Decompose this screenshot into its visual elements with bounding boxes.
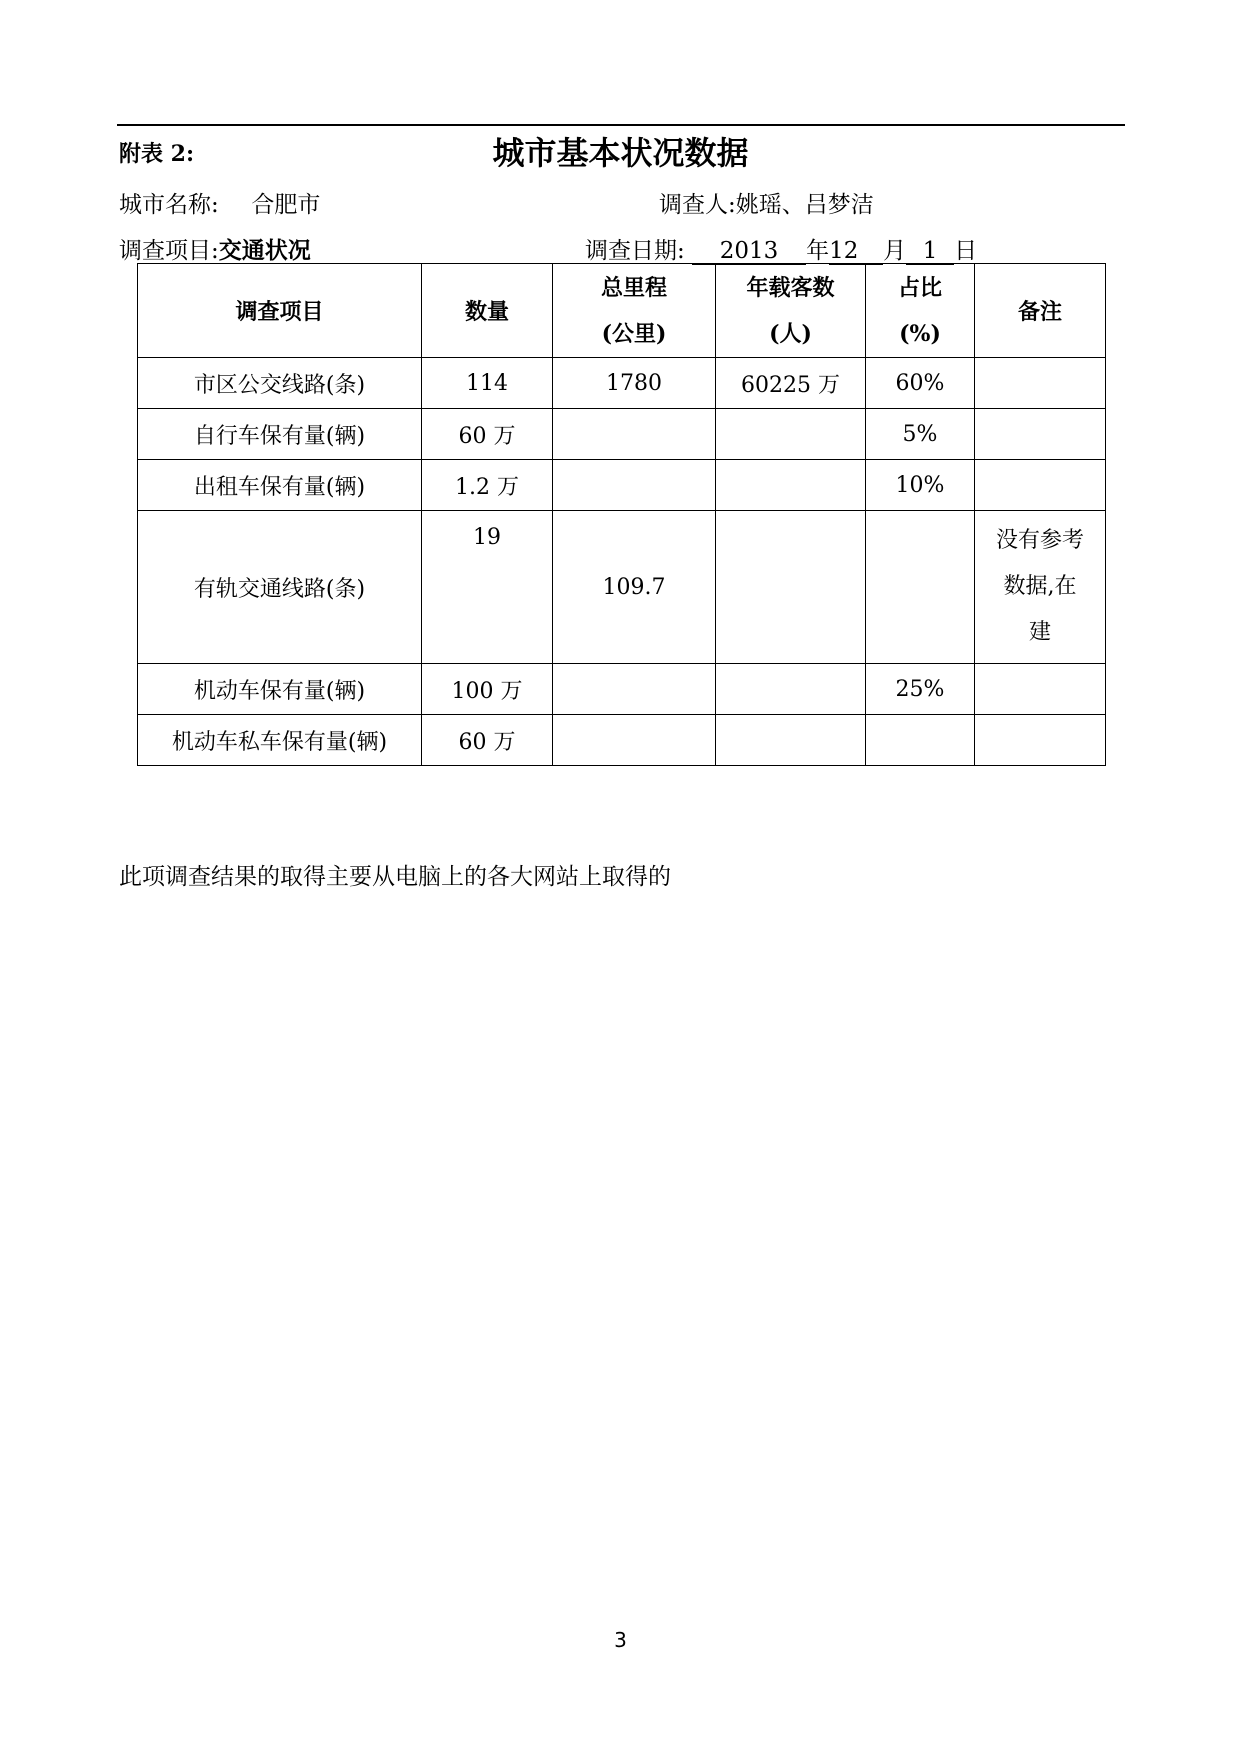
- cell-item: 有轨交通线路(条): [138, 511, 422, 664]
- cell-count: 100 万: [422, 664, 553, 715]
- cell-note: [975, 358, 1106, 409]
- cell-count: 19: [422, 511, 553, 664]
- date-line: [585, 232, 977, 265]
- traffic-survey-table: [137, 263, 1106, 766]
- cell-item: 出租车保有量(辆): [138, 460, 422, 511]
- project-value: 交通状况: [218, 237, 311, 264]
- city-value: 合肥市: [251, 192, 321, 218]
- cell-share: [866, 511, 975, 664]
- table-row: [138, 358, 1106, 409]
- table-row: [138, 409, 1106, 460]
- table-row: [138, 511, 1106, 664]
- cell-passengers: [716, 664, 866, 715]
- city-line: [119, 186, 320, 219]
- date-day-unit: 日: [954, 238, 978, 264]
- cell-share: 5%: [866, 409, 975, 460]
- date-year-unit: 年: [806, 238, 830, 264]
- project-label: 调查项目:: [119, 238, 219, 264]
- table-row: [138, 460, 1106, 511]
- cell-passengers: [716, 511, 866, 664]
- cell-mileage: [553, 409, 716, 460]
- note-line-2: 数据,在: [1003, 574, 1077, 599]
- cell-item: 自行车保有量(辆): [138, 409, 422, 460]
- surveyor-label: 调查人:: [659, 192, 736, 218]
- cell-share: [866, 715, 975, 766]
- table-row: [138, 664, 1106, 715]
- cell-share: 25%: [866, 664, 975, 715]
- header-share: [866, 264, 975, 358]
- header-mileage-title: 总里程: [600, 274, 667, 301]
- cell-note: [975, 664, 1106, 715]
- header-share-title: 占比: [897, 274, 942, 301]
- top-rule: [117, 124, 1125, 126]
- cell-passengers: 60225 万: [716, 358, 866, 409]
- header-item: 调查项目: [138, 264, 422, 358]
- cell-item: 机动车私车保有量(辆): [138, 715, 422, 766]
- cell-note: [975, 409, 1106, 460]
- header-count: 数量: [422, 264, 553, 358]
- cell-passengers: [716, 460, 866, 511]
- cell-mileage: [553, 715, 716, 766]
- note-line-3: 建: [1028, 620, 1051, 645]
- date-label: 调查日期:: [585, 238, 685, 264]
- table-row: [138, 715, 1106, 766]
- cell-mileage: [553, 460, 716, 511]
- cell-count: 60 万: [422, 715, 553, 766]
- date-month: 12: [829, 238, 883, 265]
- project-line: [119, 232, 311, 265]
- header-passengers-title: 年载客数: [746, 274, 835, 301]
- header-share-unit: (%): [899, 320, 941, 347]
- header-passengers-unit: (人): [769, 320, 812, 347]
- cell-note: [975, 715, 1106, 766]
- cell-item: 机动车保有量(辆): [138, 664, 422, 715]
- header-mileage-unit: (公里): [601, 320, 667, 347]
- appendix-label: 附表 2:: [119, 141, 195, 167]
- cell-mileage: 1780: [553, 358, 716, 409]
- cell-item: 市区公交线路(条): [138, 358, 422, 409]
- header-mileage: [553, 264, 716, 358]
- cell-share: 60%: [866, 358, 975, 409]
- header-note: 备注: [975, 264, 1106, 358]
- cell-mileage: [553, 664, 716, 715]
- note-line-1: 没有参考: [995, 528, 1084, 553]
- page-title: 城市基本状况数据: [492, 134, 749, 172]
- date-day: 1: [906, 238, 954, 265]
- surveyor-line: [659, 186, 874, 219]
- header-passengers: [716, 264, 866, 358]
- surveyor-value: 姚瑶、吕梦洁: [735, 192, 874, 218]
- date-month-unit: 月: [883, 238, 907, 264]
- cell-count: 114: [422, 358, 553, 409]
- date-year: 2013: [692, 238, 806, 265]
- cell-passengers: [716, 715, 866, 766]
- cell-note: [975, 511, 1106, 664]
- cell-count: 1.2 万: [422, 460, 553, 511]
- page-number: 3: [614, 1628, 627, 1652]
- footnote: 此项调查结果的取得主要从电脑上的各大网站上取得的: [119, 864, 671, 890]
- cell-passengers: [716, 409, 866, 460]
- table-header-row: [138, 264, 1106, 358]
- cell-note: [975, 460, 1106, 511]
- city-label: 城市名称:: [119, 192, 219, 218]
- cell-mileage: 109.7: [553, 511, 716, 664]
- cell-share: 10%: [866, 460, 975, 511]
- cell-count: 60 万: [422, 409, 553, 460]
